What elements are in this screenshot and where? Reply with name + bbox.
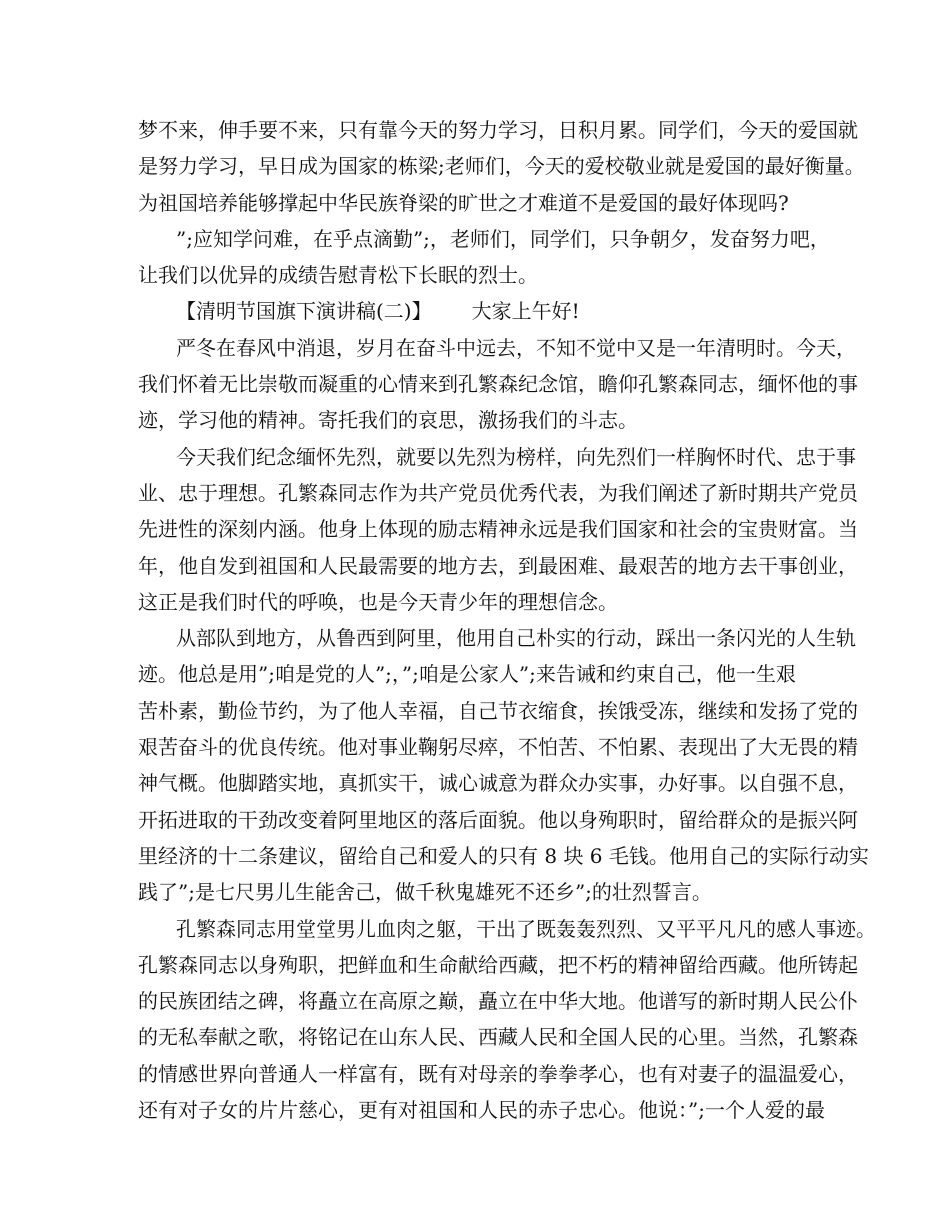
body-line: 严冬在春风中消退，岁月在奋斗中远去，不知不觉中又是一年清明时。今天， xyxy=(176,335,856,360)
body-line: 艰苦奋斗的优良传统。他对事业鞠躬尽瘁，不怕苦、不怕累、表现出了大无畏的精 xyxy=(138,735,858,760)
body-line: 让我们以优异的成绩告慰青松下长眠的烈士。 xyxy=(138,263,538,288)
section-title: 【清明节国旗下演讲稿(二)】 xyxy=(176,299,432,324)
body-line: 年，他自发到祖国和人民最需要的地方去，到最困难、最艰苦的地方去干事创业， xyxy=(138,553,858,578)
body-line: 苦朴素，勤俭节约，为了他人幸福，自己节衣缩食，挨饿受冻，继续和发扬了党的 xyxy=(138,698,858,723)
body-line: 孔繁森同志以身殉职，把鲜血和生命献给西藏，把不朽的精神留给西藏。他所铸起 xyxy=(138,952,858,977)
section-heading xyxy=(138,293,828,329)
body-line: 梦不来，伸手要不来，只有靠今天的努力学习，日积月累。同学们，今天的爱国就 xyxy=(138,118,858,142)
body-line: ”;应知学问难，在乎点滴勤”;，老师们，同学们，只争朝夕，发奋努力吧， xyxy=(176,226,830,251)
body-line: 是努力学习，早日成为国家的栋梁;老师们，今天的爱校敬业就是爱国的最好衡量。 xyxy=(138,154,865,179)
body-line: 我们怀着无比崇敬而凝重的心情来到孔繁森纪念馆，瞻仰孔繁森同志，缅怀他的事 xyxy=(138,372,858,397)
body-line: 从部队到地方，从鲁西到阿里，他用自己朴实的行动，踩出一条闪光的人生轨 xyxy=(176,626,856,651)
body-line: 的民族团结之碑，将矗立在高原之巅，矗立在中华大地。他谱写的新时期人民公仆 xyxy=(138,989,858,1014)
body-line: 今天我们纪念缅怀先烈，就要以先烈为榜样，向先烈们一样胸怀时代、忠于事 xyxy=(176,444,856,469)
body-line: 的情感世界向普通人一样富有，既有对母亲的拳拳孝心，也有对妻子的温温爱心， xyxy=(138,1061,858,1086)
body-line: 践了”;是七尺男儿生能舍己，做千秋鬼雄死不还乡”;的壮烈誓言。 xyxy=(138,880,712,905)
body-line: 还有对子女的片片慈心，更有对祖国和人民的赤子忠心。他说：”;一个人爱的最 xyxy=(138,1098,825,1123)
body-line: 业、忠于理想。孔繁森同志作为共产党员优秀代表，为我们阐述了新时期共产党员 xyxy=(138,480,858,505)
body-line: 这正是我们时代的呼唤，也是今天青少年的理想信念。 xyxy=(138,589,618,614)
body-line: 里经济的十二条建议，留给自己和爱人的只有 8 块 6 毛钱。他用自己的实际行动实 xyxy=(138,843,869,868)
body-line: 孔繁森同志用堂堂男儿血肉之躯，干出了既轰轰烈烈、又平平凡凡的感人事迹。 xyxy=(176,916,876,941)
body-line: 迹。他总是用”;咱是党的人”;，”;咱是公家人”;来告诫和约束自己，他一生艰 xyxy=(138,662,796,687)
body-line: 迹，学习他的精神。寄托我们的哀思，激扬我们的斗志。 xyxy=(138,408,638,433)
section-greeting: 大家上午好! xyxy=(471,299,580,324)
body-line: 为祖国培养能够撑起中华民族脊梁的旷世之才难道不是爱国的最好体现吗? xyxy=(138,190,789,215)
body-line: 神气概。他脚踏实地，真抓实干，诚心诚意为群众办实事，办好事。以自强不息， xyxy=(138,771,858,796)
body-line: 的无私奉献之歌，将铭记在山东人民、西藏人民和全国人民的心里。当然，孔繁森 xyxy=(138,1025,858,1050)
body-line: 先进性的深刻内涵。他身上体现的励志精神永远是我们国家和社会的宝贵财富。当 xyxy=(138,517,858,542)
body-line: 开拓进取的干劲改变着阿里地区的落后面貌。他以身殉职时，留给群众的是振兴阿 xyxy=(138,807,858,832)
document-body xyxy=(138,112,876,1128)
